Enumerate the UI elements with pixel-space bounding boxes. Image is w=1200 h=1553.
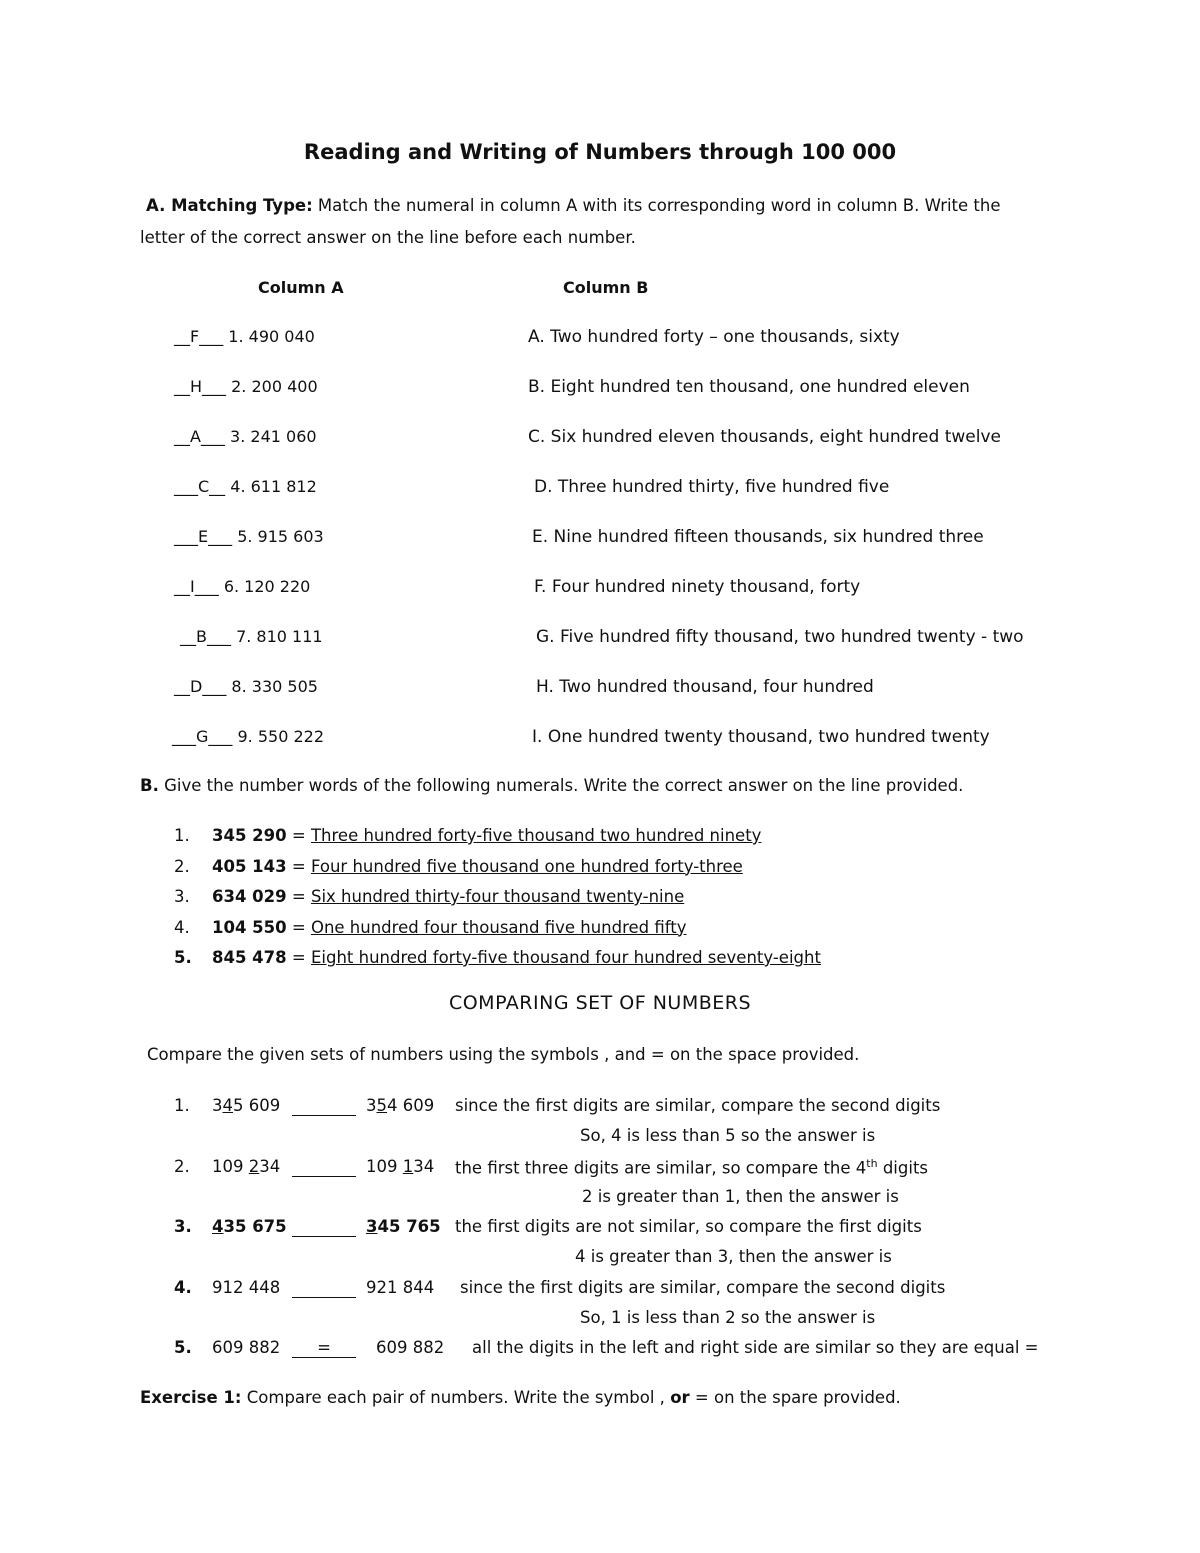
item-number: 4. (174, 1277, 192, 1297)
right-number-part: 45 765 (377, 1217, 441, 1236)
part-b-item (174, 887, 684, 906)
column-b-row: G. Five hundred fifty thousand, two hundred twenty - two (536, 627, 1024, 647)
column-b-row: C. Six hundred eleven thousands, eight hundred twelve (528, 427, 1001, 447)
answer-letter[interactable]: E (198, 527, 209, 546)
answer-post-blank: ___ (208, 727, 233, 746)
explanation (460, 1278, 945, 1297)
right-number (366, 1157, 434, 1176)
answer-post-blank: ___ (208, 527, 233, 546)
part-a-instruction-text: Match the numeral in column A with its corresponding word in column B. Write the (317, 196, 1001, 215)
answer-letter[interactable]: D (190, 677, 203, 696)
right-number-compared-digit: 5 (376, 1096, 387, 1115)
column-a-row (174, 527, 324, 546)
answer-pre-blank: __ (174, 377, 190, 396)
part-b-instruction-text: Give the number words of the following numerals. Write the correct answer on the line provided. (164, 776, 964, 795)
answer-pre-blank: __ (180, 627, 196, 646)
answer-letter[interactable]: G (196, 727, 209, 746)
left-number (212, 1096, 280, 1115)
item-number: 2. (174, 856, 190, 876)
blank-line[interactable] (292, 1158, 356, 1177)
answer-post-blank: ___ (206, 627, 231, 646)
answer-post-blank: ___ (194, 577, 219, 596)
comparison-blank[interactable] (292, 1278, 356, 1298)
left-number-part: 35 675 (223, 1217, 287, 1236)
left-number-compared-digit: 2 (248, 1156, 260, 1176)
page-title: Reading and Writing of Numbers through 100 000 (303, 140, 897, 164)
column-b-row: A. Two hundred forty – one thousands, sixty (528, 327, 900, 347)
equals-sign: = (291, 856, 306, 876)
column-a-row (180, 627, 323, 646)
answer-post-blank: __ (209, 477, 226, 496)
exercise-instruction-b: = on the spare provided. (694, 1388, 901, 1407)
left-number (212, 1157, 280, 1176)
answer-letter[interactable]: I (190, 577, 195, 596)
left-number (212, 1278, 280, 1297)
right-number (366, 1278, 434, 1297)
left-number-part: 34 (259, 1156, 281, 1176)
item-number: 3. (174, 887, 190, 906)
blank-line[interactable]: = (292, 1339, 356, 1358)
answer-letter[interactable]: B (196, 627, 207, 646)
answer-pre-blank: __ (174, 427, 190, 446)
answer-post-blank: ___ (202, 677, 227, 696)
numeral-item: 3. 241 060 (230, 427, 317, 446)
explanation (455, 1157, 928, 1178)
column-b-row: I. One hundred twenty thousand, two hundred twenty (532, 727, 990, 747)
numeral-item: 9. 550 222 (237, 727, 325, 746)
comparison-blank[interactable] (292, 1157, 356, 1177)
answer-post-blank: ___ (202, 377, 227, 396)
numeral-item: 5. 915 603 (237, 527, 324, 546)
column-b-row: D. Three hundred thirty, five hundred five (534, 477, 890, 497)
left-number-compared-digit: 4 (222, 1096, 233, 1115)
answer-pre-blank: __ (174, 327, 190, 346)
equals-sign: = (291, 826, 306, 845)
numeral: 345 290 (212, 826, 287, 845)
explanation (472, 1338, 1039, 1357)
numeral: 104 550 (212, 917, 287, 937)
left-number-part: 5 609 (233, 1096, 281, 1115)
comparison-blank[interactable] (292, 1217, 356, 1237)
column-b-heading: Column B (563, 278, 649, 297)
blank-line[interactable] (292, 1218, 356, 1237)
answer-pre-blank: __ (174, 677, 190, 696)
answer-letter[interactable]: A (190, 427, 201, 446)
exercise-or: or (670, 1388, 690, 1407)
superscript: th (866, 1156, 878, 1170)
column-a-row (174, 577, 310, 596)
left-number (212, 1217, 287, 1236)
part-a-instruction-line1 (146, 196, 1001, 215)
right-number-part: 609 882 (376, 1338, 445, 1357)
left-number (212, 1338, 280, 1357)
explanation-tail: digits (877, 1158, 929, 1177)
part-a-instruction-line2: letter of the correct answer on the line before each number. (140, 228, 636, 247)
item-number: 5. (174, 1338, 192, 1357)
left-number-part: 912 448 (212, 1277, 281, 1297)
item-number: 1. (174, 1096, 190, 1115)
right-number-part: 109 (366, 1156, 403, 1176)
part-b-item (174, 826, 761, 845)
explanation-line2: So, 1 is less than 2 so the answer is (580, 1307, 876, 1327)
blank-line[interactable] (292, 1097, 356, 1116)
column-a-row (174, 377, 318, 396)
column-a-heading: Column A (258, 278, 344, 297)
explanation-text: since the first digits are similar, compare the second digits (460, 1277, 946, 1297)
answer-words[interactable]: Three hundred forty-five thousand two hundred ninety (310, 826, 762, 845)
part-b-item (174, 857, 743, 876)
numeral-item: 4. 611 812 (230, 477, 317, 496)
explanation-line2: 2 is greater than 1, then the answer is (582, 1186, 899, 1206)
numeral: 845 478 (212, 948, 287, 967)
numeral-item: 2. 200 400 (231, 377, 318, 396)
answer-words[interactable]: Six hundred thirty-four thousand twenty-nine (310, 887, 685, 906)
answer-words[interactable]: Four hundred five thousand one hundred forty-three (310, 856, 743, 876)
answer-pre-blank: ___ (174, 477, 198, 496)
right-number-compared-digit: 3 (366, 1217, 378, 1236)
item-number: 2. (174, 1156, 190, 1176)
comparison-blank[interactable] (292, 1096, 356, 1116)
column-a-row (174, 427, 317, 446)
comparing-instruction: Compare the given sets of numbers using the symbols , and = on the space provided. (147, 1045, 860, 1064)
explanation-text: the first digits are not similar, so compare the first digits (455, 1217, 922, 1236)
explanation (455, 1217, 922, 1236)
column-b-row: E. Nine hundred fifteen thousands, six hundred three (532, 527, 984, 547)
comparison-blank[interactable] (292, 1338, 356, 1358)
column-a-row (174, 327, 315, 346)
answer-letter[interactable]: C (198, 477, 210, 496)
part-b-item (174, 948, 821, 967)
part-b-item (174, 918, 687, 937)
numeral-item: 8. 330 505 (231, 677, 318, 696)
column-b-row: B. Eight hundred ten thousand, one hundred eleven (528, 377, 970, 397)
left-number-compared-digit: 4 (212, 1217, 224, 1236)
numeral-item: 1. 490 040 (228, 327, 315, 346)
left-number-part: 609 882 (212, 1338, 281, 1357)
item-number: 1. (174, 826, 190, 845)
answer-post-blank: ___ (200, 427, 225, 446)
left-number-part: 109 (212, 1156, 249, 1176)
exercise-label: Exercise 1: (140, 1388, 242, 1407)
answer-words[interactable]: Eight hundred forty-five thousand four hundred seventy-eight (310, 948, 821, 967)
explanation-text: all the digits in the left and right side are similar so they are equal = (472, 1338, 1039, 1357)
explanation (455, 1096, 940, 1115)
part-b-label: B. (140, 776, 159, 795)
left-number-part: 3 (212, 1096, 223, 1115)
answer-pre-blank: ___ (174, 527, 198, 546)
numeral: 634 029 (212, 887, 287, 906)
equals-sign: = (291, 948, 306, 967)
exercise-line (140, 1388, 901, 1407)
right-number-part: 4 609 (387, 1096, 435, 1115)
equals-sign: = (291, 887, 306, 906)
answer-words[interactable]: One hundred four thousand five hundred fifty (310, 917, 687, 937)
explanation-text: since the first digits are similar, compare the second digits (455, 1096, 941, 1115)
explanation-line2: 4 is greater than 3, then the answer is (575, 1247, 892, 1266)
right-number-part: 3 (366, 1096, 377, 1115)
item-number: 5. (174, 948, 192, 967)
item-number: 3. (174, 1217, 192, 1236)
right-number (366, 1096, 434, 1115)
blank-line[interactable] (292, 1279, 356, 1298)
answer-post-blank: ___ (199, 327, 224, 346)
column-a-row (174, 677, 318, 696)
answer-letter[interactable]: F (190, 327, 200, 346)
right-number-part: 921 844 (366, 1277, 435, 1297)
numeral-item: 6. 120 220 (223, 577, 311, 596)
equals-sign: = (291, 917, 306, 937)
column-a-row (172, 727, 324, 746)
right-number-part: 34 (413, 1156, 435, 1176)
column-b-row: H. Two hundred thousand, four hundred (536, 677, 874, 697)
numeral: 405 143 (212, 856, 287, 876)
right-number (366, 1217, 441, 1236)
comparing-heading: COMPARING SET OF NUMBERS (448, 992, 752, 1014)
explanation-text: the first three digits are similar, so compare the 4 (455, 1158, 867, 1177)
right-number (376, 1338, 444, 1357)
numeral-item: 7. 810 111 (236, 627, 323, 646)
part-b-instruction (140, 776, 963, 795)
answer-pre-blank: ___ (172, 727, 196, 746)
explanation-line2: So, 4 is less than 5 so the answer is (580, 1126, 876, 1145)
right-number-compared-digit: 1 (402, 1156, 414, 1176)
item-number: 4. (174, 917, 190, 937)
column-b-row: F. Four hundred ninety thousand, forty (534, 577, 861, 597)
column-a-row (174, 477, 317, 496)
answer-letter[interactable]: H (190, 377, 203, 396)
part-a-label: A. Matching Type: (146, 196, 313, 215)
exercise-instruction-a: Compare each pair of numbers. Write the symbol , (246, 1388, 665, 1407)
answer-pre-blank: __ (174, 577, 190, 596)
